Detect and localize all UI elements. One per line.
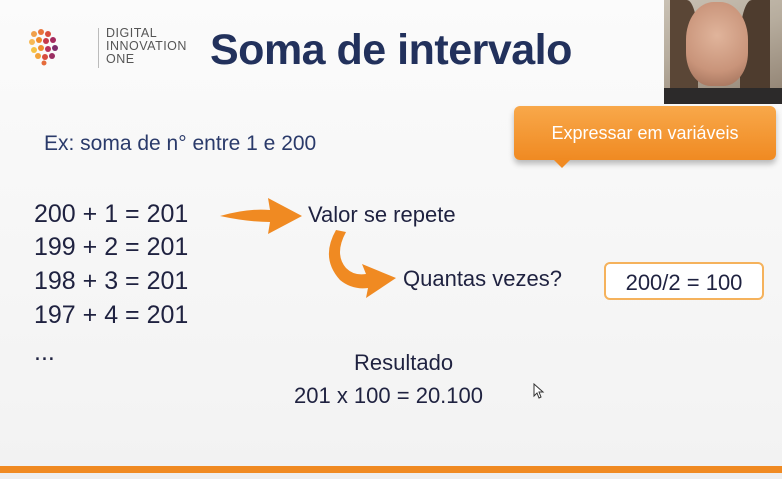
result-label: Resultado — [354, 350, 454, 375]
bottom-accent-bar — [0, 466, 782, 473]
logo-divider — [98, 28, 99, 68]
equation-4: 197 + 4 = 201 — [34, 301, 189, 329]
callout-tip — [552, 158, 572, 168]
result-value: 201 x 100 = 20.100 — [294, 383, 483, 408]
dio-logo-mark-icon — [28, 26, 66, 66]
example-text: Ex: soma de n° entre 1 e 200 — [44, 132, 317, 155]
logo-line-1: DIGITAL — [106, 26, 158, 40]
value-repeats-text: Valor se repete — [308, 202, 456, 227]
presenter-face — [686, 2, 748, 86]
logo-line-2: INNOVATION — [106, 39, 187, 53]
webcam-video — [664, 0, 782, 104]
arrow-right-icon — [218, 196, 304, 236]
equation-1: 200 + 1 = 201 — [34, 200, 189, 228]
slide-title: Soma de intervalo — [210, 26, 572, 74]
callout-box: Expressar em variáveis — [514, 106, 776, 160]
equation-2: 199 + 2 = 201 — [34, 233, 189, 261]
division-box: 200/2 = 100 — [604, 262, 764, 300]
how-many-times-text: Quantas vezes? — [403, 266, 562, 291]
logo-line-3: ONE — [106, 52, 135, 66]
equation-3: 198 + 3 = 201 — [34, 267, 189, 295]
dio-logo — [28, 22, 187, 74]
ellipsis: ... — [34, 338, 55, 366]
bottom-strip — [0, 473, 782, 479]
logo-text — [106, 27, 187, 66]
curved-arrow-icon — [322, 228, 398, 300]
mouse-cursor-icon — [533, 383, 545, 399]
